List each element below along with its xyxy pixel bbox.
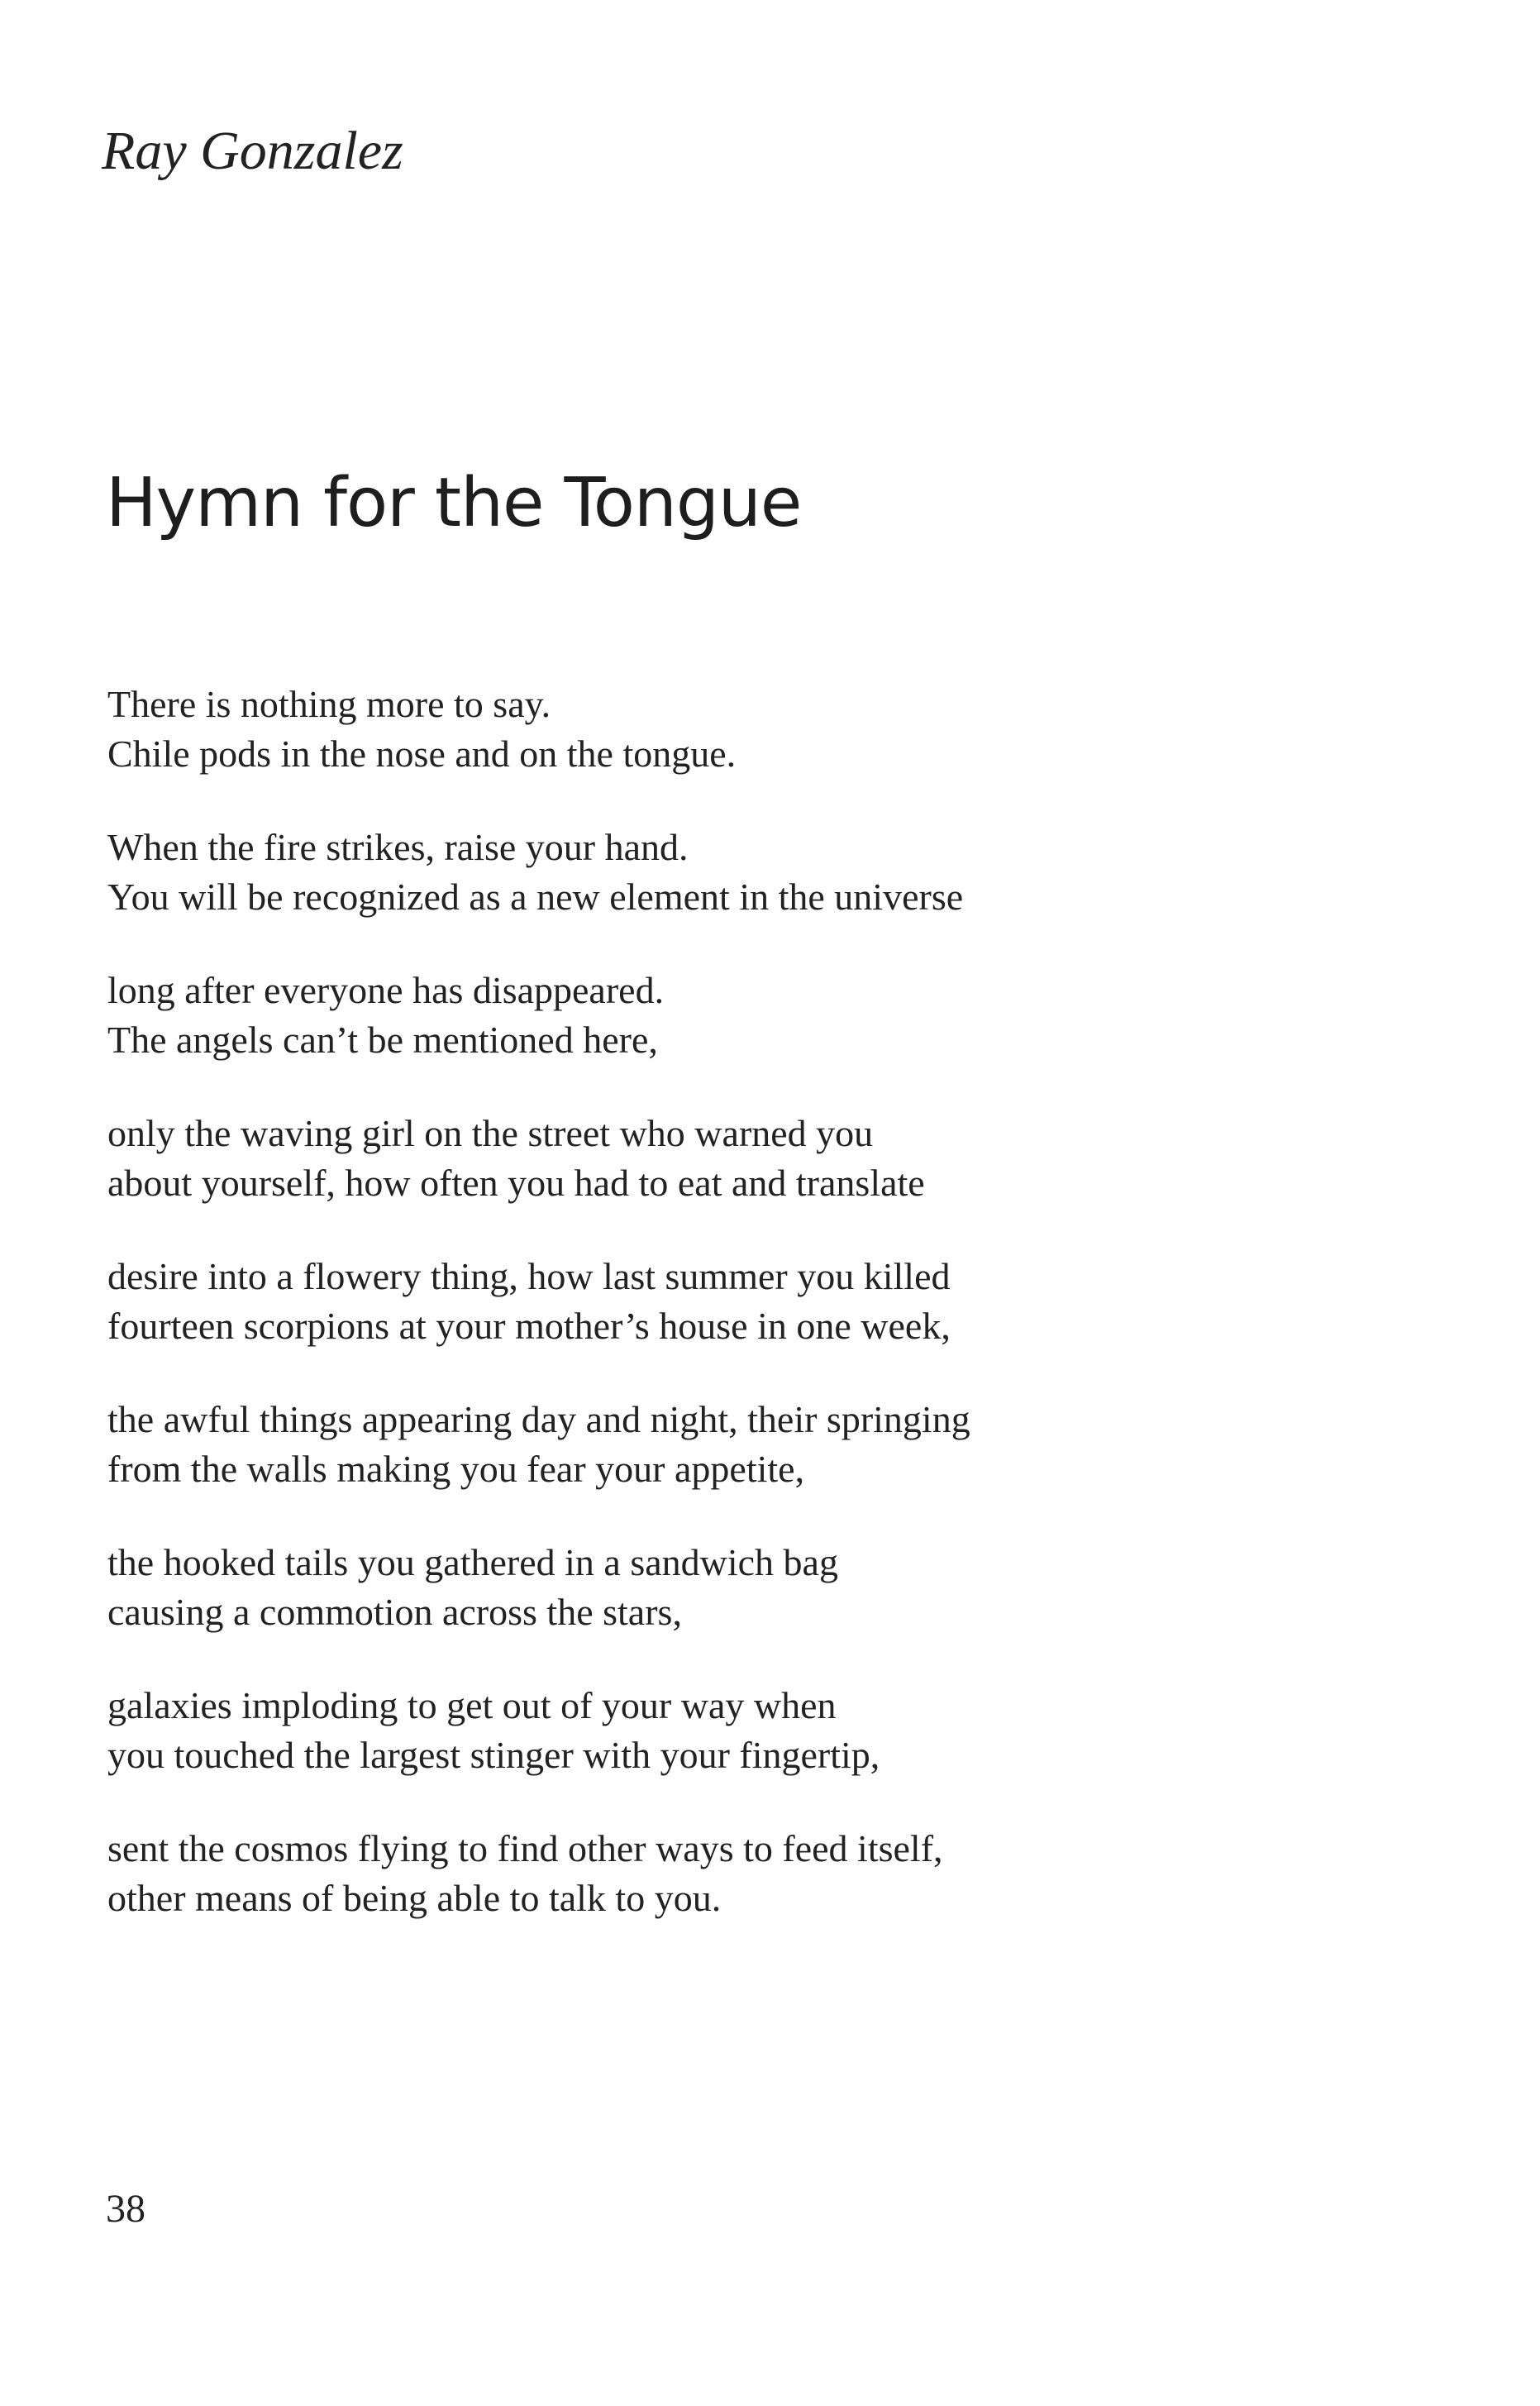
stanza-3 — [107, 966, 1182, 1065]
poem-line: sent the cosmos flying to find other ways to feed itself, — [107, 1827, 943, 1869]
stanza-9 — [107, 1824, 1182, 1923]
poem-line: The angels can’t be mentioned here, — [107, 1019, 658, 1061]
poem-line: the hooked tails you gathered in a sandwich bag — [107, 1541, 838, 1583]
poem-title: Hymn for the Tongue — [106, 464, 802, 542]
stanza-6 — [107, 1395, 1182, 1494]
poem-line: only the waving girl on the street who warned you — [107, 1112, 874, 1154]
stanza-4 — [107, 1109, 1182, 1208]
poem-body — [107, 680, 1182, 1967]
poem-line: When the fire strikes, raise your hand. — [107, 826, 689, 868]
poem-line: You will be recognized as a new element in the universe — [107, 876, 964, 918]
poem-line: There is nothing more to say. — [107, 683, 551, 725]
poem-line: desire into a flowery thing, how last summer you killed — [107, 1255, 951, 1297]
page-number: 38 — [106, 2187, 145, 2231]
poem-line: you touched the largest stinger with your fingertip, — [107, 1734, 880, 1776]
stanza-7 — [107, 1538, 1182, 1637]
poem-line: other means of being able to talk to you. — [107, 1877, 722, 1919]
poem-line: long after everyone has disappeared. — [107, 969, 665, 1011]
running-header-author: Ray Gonzalez — [102, 121, 403, 181]
stanza-8 — [107, 1681, 1182, 1780]
poem-line: about yourself, how often you had to eat and translate — [107, 1162, 925, 1204]
poem-line: the awful things appearing day and night, their springing — [107, 1398, 970, 1440]
poem-line: galaxies imploding to get out of your way when — [107, 1684, 837, 1726]
poem-line: fourteen scorpions at your mother’s house in one week, — [107, 1305, 951, 1347]
poem-line: from the walls making you fear your appetite, — [107, 1448, 805, 1490]
stanza-1 — [107, 680, 1182, 779]
stanza-5 — [107, 1252, 1182, 1351]
stanza-2 — [107, 823, 1182, 922]
poem-line: Chile pods in the nose and on the tongue. — [107, 733, 737, 775]
poem-line: causing a commotion across the stars, — [107, 1591, 682, 1633]
